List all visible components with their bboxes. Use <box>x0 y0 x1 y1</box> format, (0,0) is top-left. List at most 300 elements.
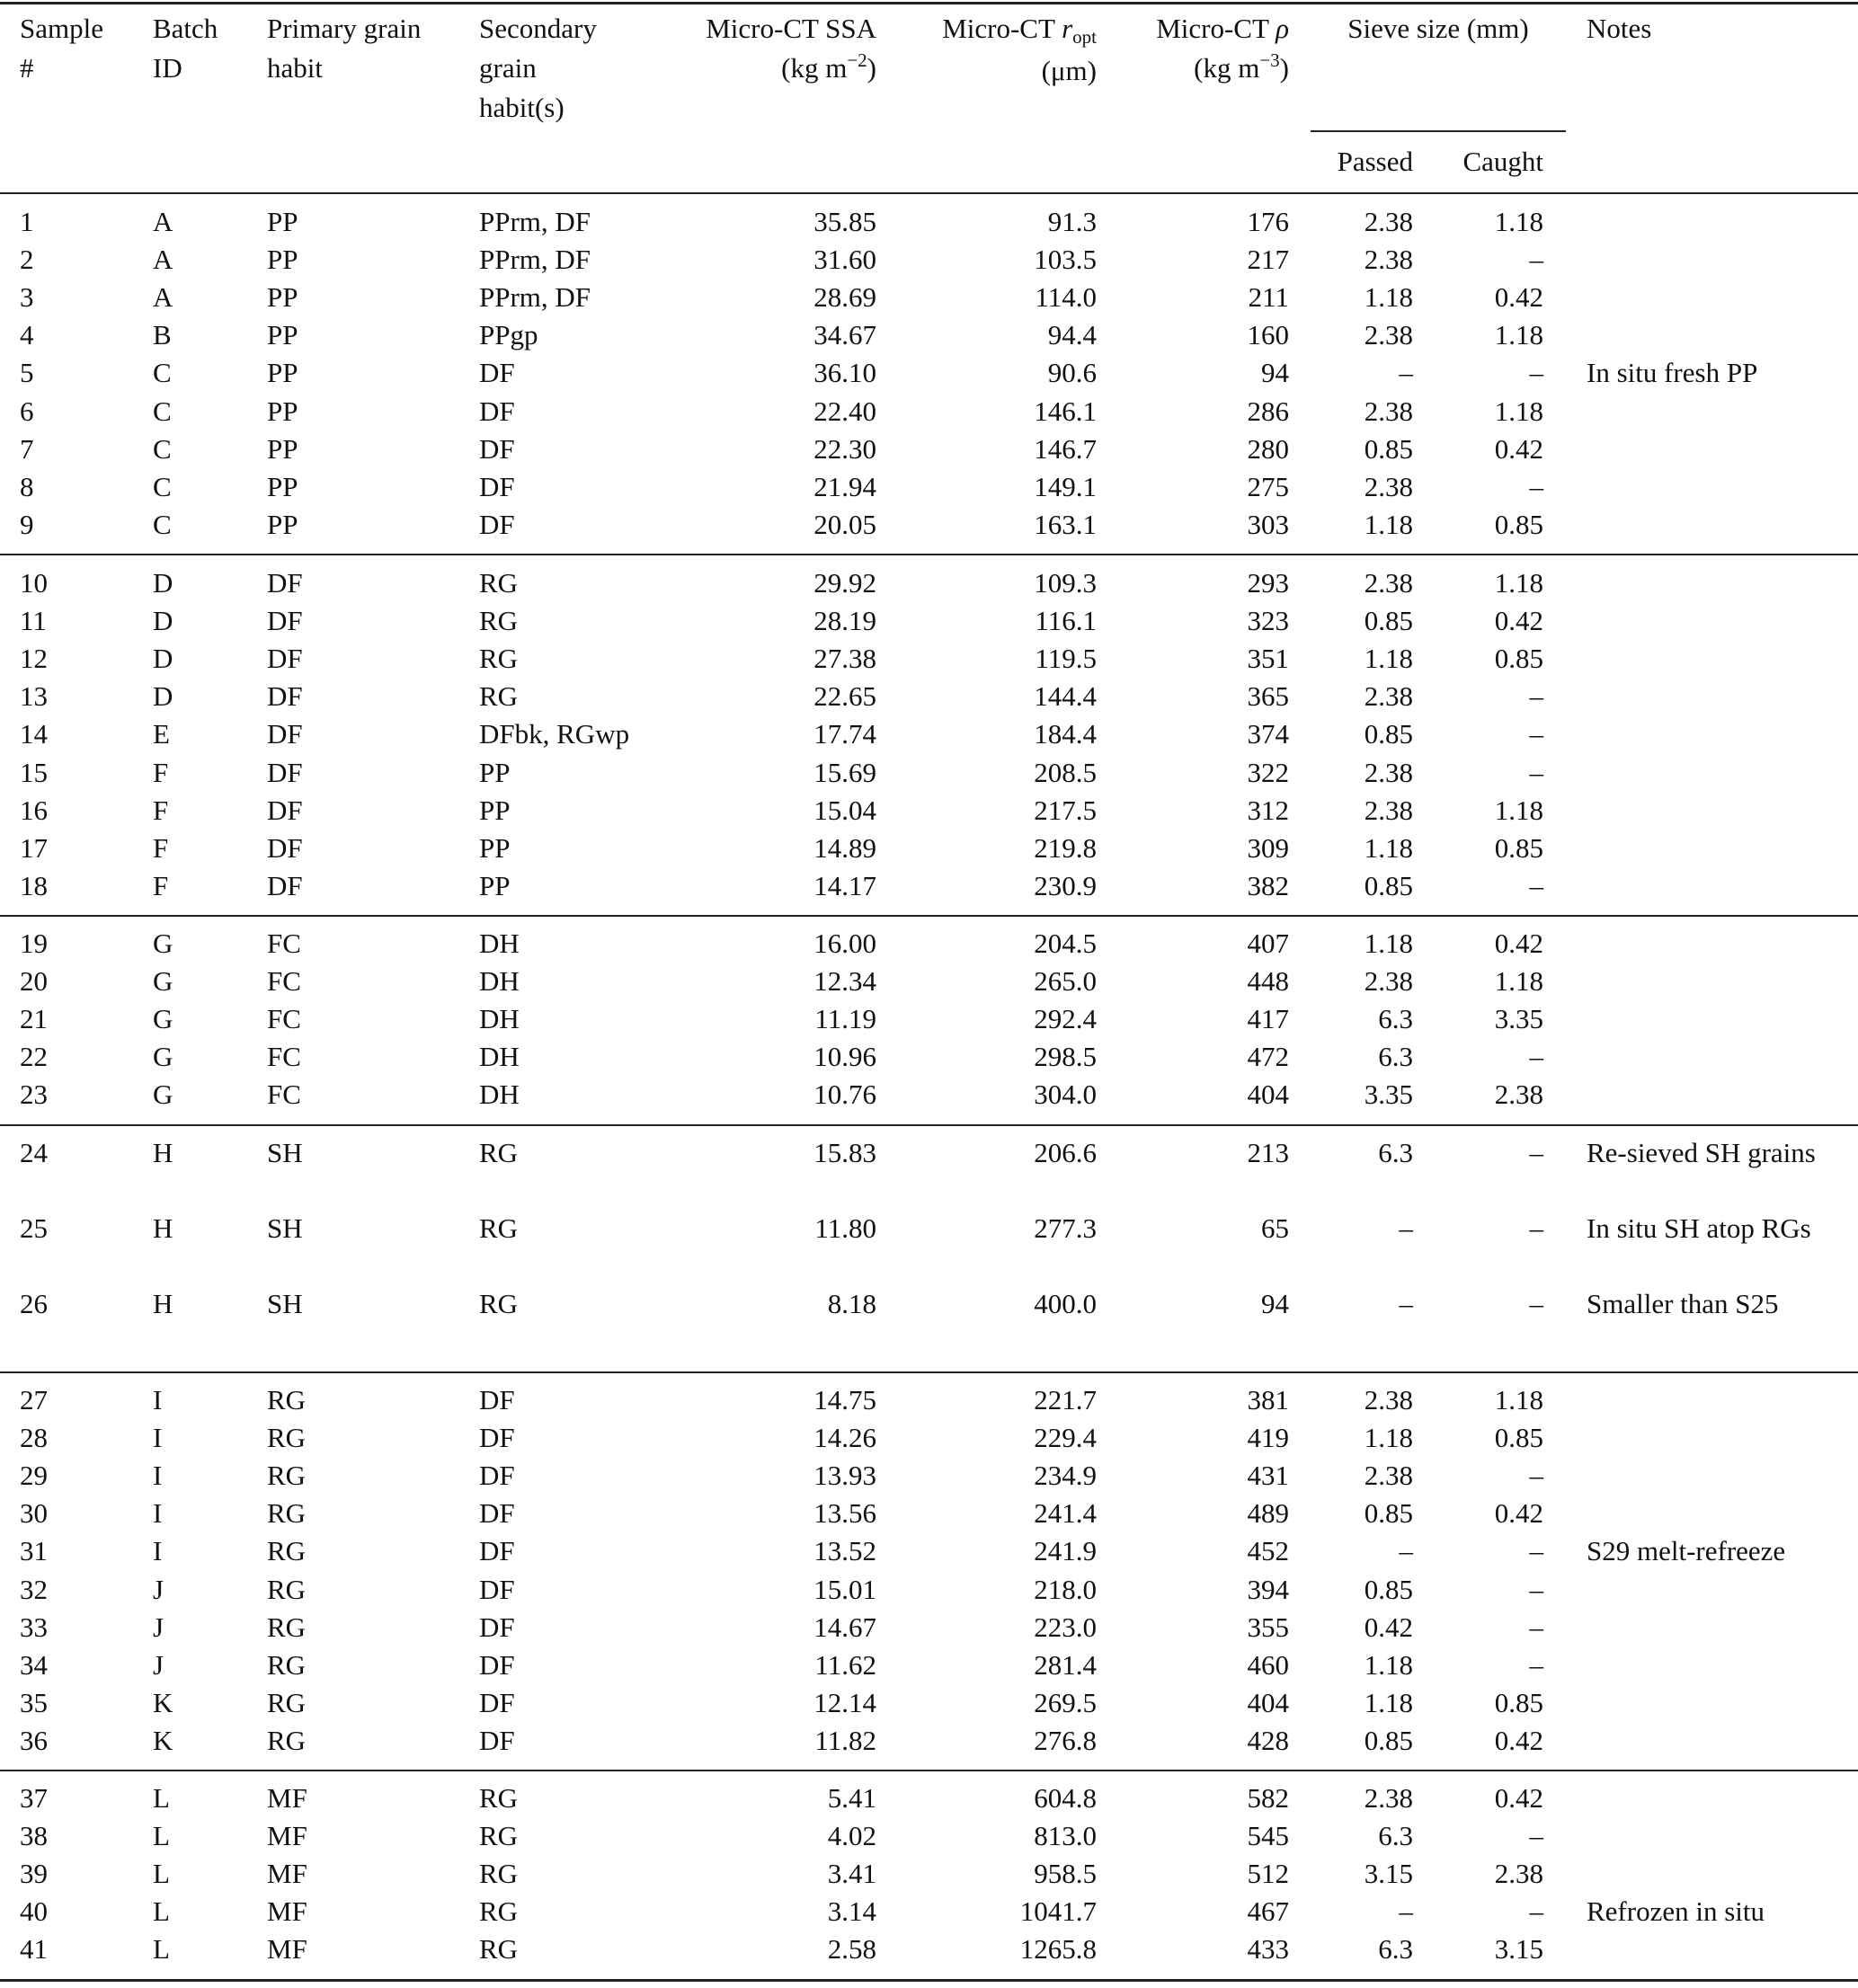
header-ssa-line1: Micro-CT SSA <box>706 13 876 44</box>
header-ropt-line1 <box>942 9 1097 51</box>
cell-passed: 1.18 <box>1364 508 1413 540</box>
cell-caught: 0.42 <box>1494 605 1543 637</box>
cell-ssa: 35.85 <box>813 206 876 237</box>
cell-ropt: 208.5 <box>1034 756 1097 788</box>
cell-passed: 6.3 <box>1378 1003 1413 1035</box>
cell-ssa: 22.40 <box>813 395 876 427</box>
cell-sample: 7 <box>20 432 34 465</box>
cell-ssa: 8.18 <box>827 1288 876 1319</box>
cell-primary: DF <box>267 794 303 826</box>
cell-rho: 355 <box>1247 1611 1289 1643</box>
cell-caught: 0.42 <box>1494 1782 1543 1814</box>
cell-rho: 472 <box>1247 1041 1289 1073</box>
cell-passed: 1.18 <box>1364 1648 1413 1681</box>
cell-caught: – <box>1529 680 1543 713</box>
cell-ropt: 304.0 <box>1034 1078 1097 1111</box>
cell-ropt: 241.9 <box>1034 1535 1097 1567</box>
cell-batch: D <box>153 567 173 599</box>
cell-passed: 3.35 <box>1364 1078 1413 1111</box>
cell-caught: – <box>1529 1573 1543 1605</box>
cell-sample: 4 <box>20 319 34 351</box>
cell-secondary: RG <box>479 1288 519 1319</box>
header-ropt-symbol: r <box>1062 13 1073 44</box>
cell-caught: 1.18 <box>1494 1384 1543 1416</box>
cell-ssa: 27.38 <box>813 643 876 675</box>
cell-sample: 6 <box>20 395 34 427</box>
cell-primary: MF <box>267 1782 307 1814</box>
header-ssa <box>706 9 876 91</box>
cell-rho: 323 <box>1247 605 1289 637</box>
cell-primary: FC <box>267 1041 301 1073</box>
cell-passed: 0.85 <box>1364 1573 1413 1605</box>
cell-secondary: PP <box>479 831 511 864</box>
cell-passed: 2.38 <box>1364 319 1413 351</box>
cell-secondary: RG <box>479 1820 519 1852</box>
cell-primary: RG <box>267 1573 307 1605</box>
cell-ropt: 234.9 <box>1034 1460 1097 1492</box>
cell-rho: 404 <box>1247 1078 1289 1111</box>
cell-rho: 489 <box>1247 1497 1289 1530</box>
cell-rho: 382 <box>1247 869 1289 901</box>
cell-caught: 1.18 <box>1494 206 1543 237</box>
cell-rho: 448 <box>1247 965 1289 998</box>
cell-batch: L <box>153 1858 170 1890</box>
cell-notes: In situ fresh PP <box>1587 357 1758 389</box>
cell-secondary: DF <box>479 395 515 427</box>
cell-rho: 94 <box>1261 1288 1289 1319</box>
cell-batch: C <box>153 508 172 540</box>
cell-ssa: 28.69 <box>813 281 876 314</box>
group-divider <box>0 915 1858 917</box>
cell-secondary: RG <box>479 1137 519 1168</box>
cell-batch: D <box>153 680 173 713</box>
cell-passed: 2.38 <box>1364 1460 1413 1492</box>
cell-primary: PP <box>267 319 298 351</box>
cell-primary: RG <box>267 1384 307 1416</box>
cell-primary: MF <box>267 1858 307 1890</box>
cell-passed: 2.38 <box>1364 794 1413 826</box>
cell-batch: F <box>153 756 169 788</box>
cell-sample: 17 <box>20 831 48 864</box>
cell-caught: 0.42 <box>1494 1724 1543 1756</box>
group-divider <box>0 1124 1858 1126</box>
header-rho-unit-base: (kg m <box>1194 52 1260 84</box>
header-rho-unit-exp: −3 <box>1259 49 1280 71</box>
cell-primary: MF <box>267 1933 307 1966</box>
cell-rho: 381 <box>1247 1384 1289 1416</box>
cell-ssa: 21.94 <box>813 470 876 502</box>
group-divider <box>0 1770 1858 1771</box>
cell-ssa: 10.96 <box>813 1041 876 1073</box>
cell-batch: C <box>153 357 172 389</box>
cell-notes: Refrozen in situ <box>1587 1895 1765 1928</box>
cell-secondary: DH <box>479 927 520 959</box>
cell-rho: 303 <box>1247 508 1289 540</box>
cell-primary: RG <box>267 1497 307 1530</box>
header-ropt-subscript: opt <box>1072 26 1097 48</box>
cell-notes: In situ SH atop RGs <box>1587 1212 1811 1244</box>
cell-ropt: 119.5 <box>1035 643 1097 675</box>
cell-batch: A <box>153 244 173 276</box>
cell-rho: 545 <box>1247 1820 1289 1852</box>
cell-primary: PP <box>267 432 298 465</box>
cell-rho: 419 <box>1247 1422 1289 1454</box>
cell-notes: S29 melt-refreeze <box>1587 1535 1786 1567</box>
header-rho-line1 <box>1156 9 1289 49</box>
cell-caught: 0.85 <box>1494 643 1543 675</box>
cell-passed: 2.38 <box>1364 1384 1413 1416</box>
cell-primary: FC <box>267 1078 301 1111</box>
cell-ropt: 229.4 <box>1034 1422 1097 1454</box>
cell-primary: MF <box>267 1820 307 1852</box>
cell-secondary: DF <box>479 470 515 502</box>
cell-ssa: 36.10 <box>813 357 876 389</box>
cell-rho: 460 <box>1247 1648 1289 1681</box>
cell-ssa: 11.62 <box>814 1648 876 1681</box>
cell-sample: 1 <box>20 206 34 237</box>
cell-rho: 160 <box>1247 319 1289 351</box>
cell-passed: – <box>1399 1212 1413 1244</box>
cell-ssa: 16.00 <box>813 927 876 959</box>
cell-ssa: 13.93 <box>813 1460 876 1492</box>
cell-caught: 1.18 <box>1494 794 1543 826</box>
header-sample-line2: # <box>20 52 34 84</box>
cell-ropt: 813.0 <box>1034 1820 1097 1852</box>
cell-ssa: 11.80 <box>814 1212 876 1244</box>
cell-passed: 2.38 <box>1364 1782 1413 1814</box>
cell-batch: I <box>153 1497 163 1530</box>
cell-sample: 8 <box>20 470 34 502</box>
cell-passed: 2.38 <box>1364 395 1413 427</box>
cell-rho: 275 <box>1247 470 1289 502</box>
cell-ssa: 29.92 <box>813 567 876 599</box>
cell-primary: PP <box>267 508 298 540</box>
cell-caught: – <box>1529 244 1543 276</box>
cell-ropt: 206.6 <box>1034 1137 1097 1168</box>
cell-caught: 1.18 <box>1494 567 1543 599</box>
cell-caught: 0.42 <box>1494 927 1543 959</box>
cell-ssa: 15.04 <box>813 794 876 826</box>
cell-sample: 15 <box>20 756 48 788</box>
cell-caught: – <box>1529 470 1543 502</box>
cell-passed: 1.18 <box>1364 1686 1413 1718</box>
cell-ssa: 11.82 <box>814 1724 876 1756</box>
cell-sample: 38 <box>20 1820 48 1852</box>
cell-ropt: 223.0 <box>1034 1611 1097 1643</box>
header-notes: Notes <box>1587 13 1652 44</box>
cell-batch: C <box>153 432 172 465</box>
cell-secondary: DF <box>479 1573 515 1605</box>
cell-batch: I <box>153 1535 163 1567</box>
cell-rho: 293 <box>1247 567 1289 599</box>
cell-batch: K <box>153 1724 173 1756</box>
group-divider <box>0 554 1858 555</box>
cell-primary: DF <box>267 680 303 713</box>
cell-rho: 280 <box>1247 432 1289 465</box>
header-sieve-rule <box>1311 130 1566 132</box>
cell-rho: 94 <box>1261 357 1289 389</box>
cell-ssa: 12.34 <box>813 965 876 998</box>
cell-rho: 312 <box>1247 794 1289 826</box>
cell-primary: DF <box>267 718 303 750</box>
cell-ssa: 15.83 <box>813 1137 876 1168</box>
cell-ssa: 10.76 <box>813 1078 876 1111</box>
cell-passed: 2.38 <box>1364 206 1413 237</box>
cell-primary: PP <box>267 281 298 314</box>
cell-passed: 6.3 <box>1378 1933 1413 1966</box>
cell-ssa: 14.89 <box>813 831 876 864</box>
cell-ssa: 4.02 <box>827 1820 876 1852</box>
cell-sample: 2 <box>20 244 34 276</box>
cell-rho: 428 <box>1247 1724 1289 1756</box>
header-ropt <box>942 9 1097 91</box>
cell-secondary: DH <box>479 1041 520 1073</box>
cell-sample: 12 <box>20 643 48 675</box>
cell-secondary: PP <box>479 756 511 788</box>
cell-ssa: 14.75 <box>813 1384 876 1416</box>
cell-caught: – <box>1529 1137 1543 1168</box>
cell-passed: 1.18 <box>1364 1422 1413 1454</box>
cell-sample: 28 <box>20 1422 48 1454</box>
cell-secondary: DH <box>479 1078 520 1111</box>
cell-ropt: 144.4 <box>1034 680 1097 713</box>
cell-caught: – <box>1529 1895 1543 1928</box>
cell-primary: FC <box>267 965 301 998</box>
cell-ssa: 5.41 <box>827 1782 876 1814</box>
cell-sample: 34 <box>20 1648 48 1681</box>
cell-primary: DF <box>267 567 303 599</box>
header-ssa-unit-exp: −2 <box>847 49 867 71</box>
cell-ropt: 146.7 <box>1034 432 1097 465</box>
cell-primary: RG <box>267 1535 307 1567</box>
cell-batch: I <box>153 1422 163 1454</box>
cell-primary: PP <box>267 206 298 237</box>
cell-sample: 5 <box>20 357 34 389</box>
cell-secondary: PPgp <box>479 319 538 351</box>
cell-batch: J <box>153 1648 164 1681</box>
cell-primary: DF <box>267 643 303 675</box>
cell-ssa: 28.19 <box>813 605 876 637</box>
cell-sample: 31 <box>20 1535 48 1567</box>
cell-secondary: DH <box>479 1003 520 1035</box>
cell-secondary: RG <box>479 605 519 637</box>
cell-notes: Re-sieved SH grains <box>1587 1137 1816 1168</box>
cell-batch: B <box>153 319 172 351</box>
cell-ropt: 298.5 <box>1034 1041 1097 1073</box>
cell-ropt: 1041.7 <box>1019 1895 1097 1928</box>
cell-sample: 14 <box>20 718 48 750</box>
header-primary <box>267 9 421 88</box>
cell-rho: 467 <box>1247 1895 1289 1928</box>
cell-sample: 26 <box>20 1288 48 1319</box>
cell-batch: I <box>153 1384 163 1416</box>
cell-sample: 35 <box>20 1686 48 1718</box>
header-batch-line1: Batch <box>153 13 218 44</box>
cell-sample: 25 <box>20 1212 48 1244</box>
cell-secondary: DF <box>479 1422 515 1454</box>
header-ssa-unit <box>706 49 876 91</box>
cell-primary: PP <box>267 244 298 276</box>
cell-passed: 6.3 <box>1378 1041 1413 1073</box>
cell-rho: 433 <box>1247 1933 1289 1966</box>
cell-ropt: 109.3 <box>1034 567 1097 599</box>
cell-ropt: 204.5 <box>1034 927 1097 959</box>
cell-sample: 19 <box>20 927 48 959</box>
cell-caught: – <box>1529 1611 1543 1643</box>
cell-ssa: 17.74 <box>813 718 876 750</box>
cell-ropt: 217.5 <box>1034 794 1097 826</box>
cell-rho: 65 <box>1261 1212 1289 1244</box>
cell-primary: SH <box>267 1288 303 1319</box>
bottom-rule <box>0 1979 1858 1982</box>
cell-ssa: 34.67 <box>813 319 876 351</box>
cell-notes: Smaller than S25 <box>1587 1288 1779 1319</box>
cell-batch: G <box>153 1078 173 1111</box>
header-sample-line1: Sample <box>20 13 103 44</box>
cell-batch: J <box>153 1573 164 1605</box>
cell-sample: 37 <box>20 1782 48 1814</box>
cell-rho: 176 <box>1247 206 1289 237</box>
cell-ssa: 31.60 <box>813 244 876 276</box>
cell-caught: – <box>1529 357 1543 389</box>
cell-ropt: 218.0 <box>1034 1573 1097 1605</box>
header-secondary-line1: Secondary <box>479 13 597 44</box>
cell-secondary: DF <box>479 1724 515 1756</box>
cell-secondary: DH <box>479 965 520 998</box>
cell-batch: C <box>153 395 172 427</box>
cell-sample: 11 <box>20 605 47 637</box>
cell-batch: L <box>153 1895 170 1928</box>
cell-ropt: 116.1 <box>1035 605 1097 637</box>
cell-ssa: 3.14 <box>827 1895 876 1928</box>
cell-passed: 2.38 <box>1364 965 1413 998</box>
cell-rho: 374 <box>1247 718 1289 750</box>
cell-batch: D <box>153 605 173 637</box>
cell-sample: 21 <box>20 1003 48 1035</box>
cell-primary: RG <box>267 1686 307 1718</box>
cell-ropt: 269.5 <box>1034 1686 1097 1718</box>
cell-passed: 0.85 <box>1364 1724 1413 1756</box>
cell-caught: 0.85 <box>1494 831 1543 864</box>
cell-caught: – <box>1529 1212 1543 1244</box>
cell-batch: H <box>153 1288 173 1319</box>
cell-sample: 27 <box>20 1384 48 1416</box>
cell-batch: F <box>153 831 169 864</box>
cell-ropt: 281.4 <box>1034 1648 1097 1681</box>
group-divider <box>0 1371 1858 1373</box>
cell-passed: 1.18 <box>1364 831 1413 864</box>
cell-batch: E <box>153 718 170 750</box>
cell-rho: 322 <box>1247 756 1289 788</box>
cell-sample: 39 <box>20 1858 48 1890</box>
cell-ropt: 292.4 <box>1034 1003 1097 1035</box>
cell-batch: J <box>153 1611 164 1643</box>
cell-rho: 431 <box>1247 1460 1289 1492</box>
cell-secondary: PPrm, DF <box>479 281 591 314</box>
cell-ssa: 15.69 <box>813 756 876 788</box>
cell-caught: 3.35 <box>1494 1003 1543 1035</box>
cell-caught: – <box>1529 869 1543 901</box>
cell-batch: L <box>153 1782 170 1814</box>
header-ropt-unit: (μm) <box>1041 55 1097 86</box>
header-batch-line2: ID <box>153 52 182 84</box>
cell-caught: – <box>1529 756 1543 788</box>
header-rho <box>1156 9 1289 91</box>
cell-ropt: 149.1 <box>1034 470 1097 502</box>
cell-caught: 0.85 <box>1494 1686 1543 1718</box>
cell-ssa: 13.56 <box>813 1497 876 1530</box>
cell-batch: A <box>153 281 173 314</box>
cell-caught: 2.38 <box>1494 1858 1543 1890</box>
cell-ssa: 12.14 <box>813 1686 876 1718</box>
header-ssa-unit-close: ) <box>867 52 876 84</box>
header-sample <box>20 9 103 88</box>
cell-sample: 29 <box>20 1460 48 1492</box>
cell-passed: 0.85 <box>1364 869 1413 901</box>
cell-sample: 23 <box>20 1078 48 1111</box>
header-secondary <box>479 9 597 128</box>
cell-ropt: 277.3 <box>1034 1212 1097 1244</box>
cell-sample: 16 <box>20 794 48 826</box>
cell-ropt: 265.0 <box>1034 965 1097 998</box>
cell-rho: 217 <box>1247 244 1289 276</box>
cell-passed: 2.38 <box>1364 244 1413 276</box>
cell-sample: 36 <box>20 1724 48 1756</box>
cell-caught: 2.38 <box>1494 1078 1543 1111</box>
cell-ssa: 14.17 <box>813 869 876 901</box>
cell-batch: F <box>153 869 169 901</box>
cell-caught: 3.15 <box>1494 1933 1543 1966</box>
cell-primary: PP <box>267 470 298 502</box>
cell-passed: 1.18 <box>1364 281 1413 314</box>
cell-sample: 41 <box>20 1933 48 1966</box>
header-passed: Passed <box>1337 146 1413 177</box>
cell-passed: 2.38 <box>1364 680 1413 713</box>
cell-passed: 3.15 <box>1364 1858 1413 1890</box>
cell-ropt: 94.4 <box>1047 319 1097 351</box>
header-rho-symbol: ρ <box>1276 13 1289 44</box>
cell-ropt: 103.5 <box>1034 244 1097 276</box>
cell-secondary: DF <box>479 1384 515 1416</box>
cell-ropt: 400.0 <box>1034 1288 1097 1319</box>
cell-primary: SH <box>267 1137 303 1168</box>
cell-secondary: RG <box>479 1895 519 1928</box>
header-primary-line1: Primary grain <box>267 13 422 44</box>
header-rule <box>0 192 1858 194</box>
cell-primary: MF <box>267 1895 307 1928</box>
cell-batch: I <box>153 1460 163 1492</box>
cell-batch: A <box>153 206 173 237</box>
cell-batch: G <box>153 965 173 998</box>
cell-rho: 211 <box>1248 281 1289 314</box>
cell-primary: RG <box>267 1648 307 1681</box>
cell-secondary: DF <box>479 1535 515 1567</box>
cell-caught: 0.42 <box>1494 1497 1543 1530</box>
cell-sample: 30 <box>20 1497 48 1530</box>
cell-batch: H <box>153 1137 173 1168</box>
cell-rho: 404 <box>1247 1686 1289 1718</box>
cell-ssa: 13.52 <box>813 1535 876 1567</box>
cell-rho: 286 <box>1247 395 1289 427</box>
cell-caught: – <box>1529 1820 1543 1852</box>
cell-sample: 22 <box>20 1041 48 1073</box>
cell-caught: – <box>1529 1041 1543 1073</box>
cell-secondary: DF <box>479 432 515 465</box>
header-rho-unit-close: ) <box>1279 52 1289 84</box>
cell-primary: PP <box>267 357 298 389</box>
cell-passed: 2.38 <box>1364 756 1413 788</box>
cell-rho: 394 <box>1247 1573 1289 1605</box>
